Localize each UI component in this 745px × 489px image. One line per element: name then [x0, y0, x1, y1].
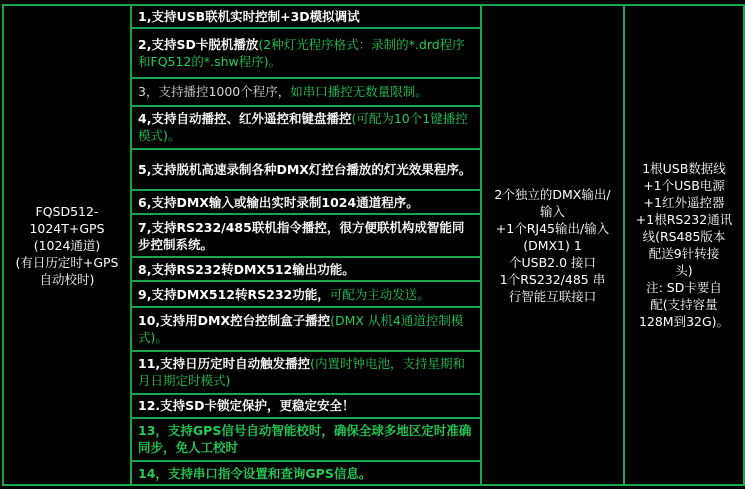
- feature-text: 12.支持SD卡锁定保护，更稳定安全！: [138, 398, 355, 414]
- accessories-line: 注: SD卡要自: [646, 280, 722, 295]
- accessories-line: 1根USB数据线: [642, 161, 726, 176]
- accessories-line: +1根RS232通讯: [635, 212, 733, 227]
- spec-table: [2, 4, 745, 486]
- feature-note: 可配为主动发送。: [329, 286, 430, 302]
- feature-text: 7,支持RS232/485联机指令播控，很方便联机构成智能同步控制系统。: [138, 219, 465, 252]
- model-line: (有日历定时+GPS: [15, 254, 119, 270]
- model-line: 自动校时): [39, 271, 95, 287]
- feature-cell: [131, 149, 481, 190]
- feature-cell: [131, 28, 481, 78]
- feature-note: 14，支持串口指令设置和查询GPS信息。: [138, 465, 372, 481]
- feature-note: (2种灯光程序格式：录制的*.drd程序和FQ512的*.shw程序)。: [138, 36, 465, 69]
- feature-text: 4,支持自动播控、红外遥控和键盘播控: [138, 111, 352, 127]
- feature-cell: [131, 351, 481, 394]
- accessories-line: +1个USB电源: [643, 178, 725, 193]
- feature-text: 10,支持用DMX控台控制盒子播控: [138, 312, 331, 328]
- feature-cell: [131, 106, 481, 149]
- feature-cell: [131, 5, 481, 28]
- model-line: (1024通道): [33, 237, 101, 253]
- table-row: [3, 5, 744, 28]
- feature-cell: [131, 418, 481, 461]
- feature-text: 11,支持日历定时自动触发播控: [138, 356, 311, 372]
- feature-note: (内置时钟电池，支持星期和月日期定时模式): [138, 356, 466, 389]
- io-line: 2个独立的DMX输出/: [494, 186, 611, 202]
- feature-text: 5,支持脱机高速录制各种DMX灯控台播放的灯光效果程序。: [138, 162, 472, 178]
- io-cell: [481, 5, 624, 485]
- feature-cell: [131, 461, 481, 485]
- feature-note: (可配为10个1键播控模式)。: [138, 111, 468, 144]
- feature-cell: [131, 257, 481, 281]
- feature-note: (DMX 从机4通道控制模式)。: [138, 312, 464, 345]
- feature-note: 如串口播控无数量限制。: [290, 84, 428, 100]
- io-line: 行智能互联接口: [508, 288, 597, 304]
- io-line: (DMX1) 1: [523, 237, 582, 253]
- feature-text: 8,支持RS232转DMX512输出功能。: [138, 261, 355, 277]
- model-line: 1024T+GPS: [29, 220, 105, 236]
- feature-text: 3，支持播控1000个程序，: [138, 84, 291, 100]
- feature-text: 9,支持DMX512转RS232功能，: [138, 286, 330, 302]
- feature-text: 6,支持DMX输入或输出实时录制1024通道程序。: [138, 194, 419, 210]
- accessories-line: 128M到32G)。: [638, 314, 730, 329]
- accessories-line: 配(支持容量: [650, 297, 718, 312]
- feature-cell: [131, 394, 481, 418]
- accessories-line: 配送9针转接: [648, 246, 720, 261]
- feature-text: 2,支持SD卡脱机播放: [138, 36, 259, 52]
- model-line: FQSD512-: [35, 203, 99, 219]
- accessories-line: +1红外遥控器: [643, 195, 725, 210]
- io-line: 个USB2.0 接口: [508, 254, 596, 270]
- feature-cell: [131, 281, 481, 307]
- accessories-line: 头): [675, 263, 693, 278]
- feature-text: 1,支持USB联机实时控制+3D模拟调试: [138, 8, 360, 24]
- io-line: 输入: [539, 203, 565, 219]
- feature-cell: [131, 214, 481, 257]
- feature-cell: [131, 307, 481, 350]
- feature-cell: [131, 190, 481, 214]
- accessories-line: 线(RS485版本: [642, 229, 726, 244]
- feature-cell: [131, 78, 481, 106]
- io-line: +1个RJ45输出/输入: [495, 220, 610, 236]
- io-line: 1个RS232/485 串: [499, 271, 606, 287]
- feature-note: 13，支持GPS信号自动智能校时，确保全球多地区定时准确同步，免人工校时: [138, 423, 472, 456]
- accessories-cell: [624, 5, 744, 485]
- model-cell: [3, 5, 131, 485]
